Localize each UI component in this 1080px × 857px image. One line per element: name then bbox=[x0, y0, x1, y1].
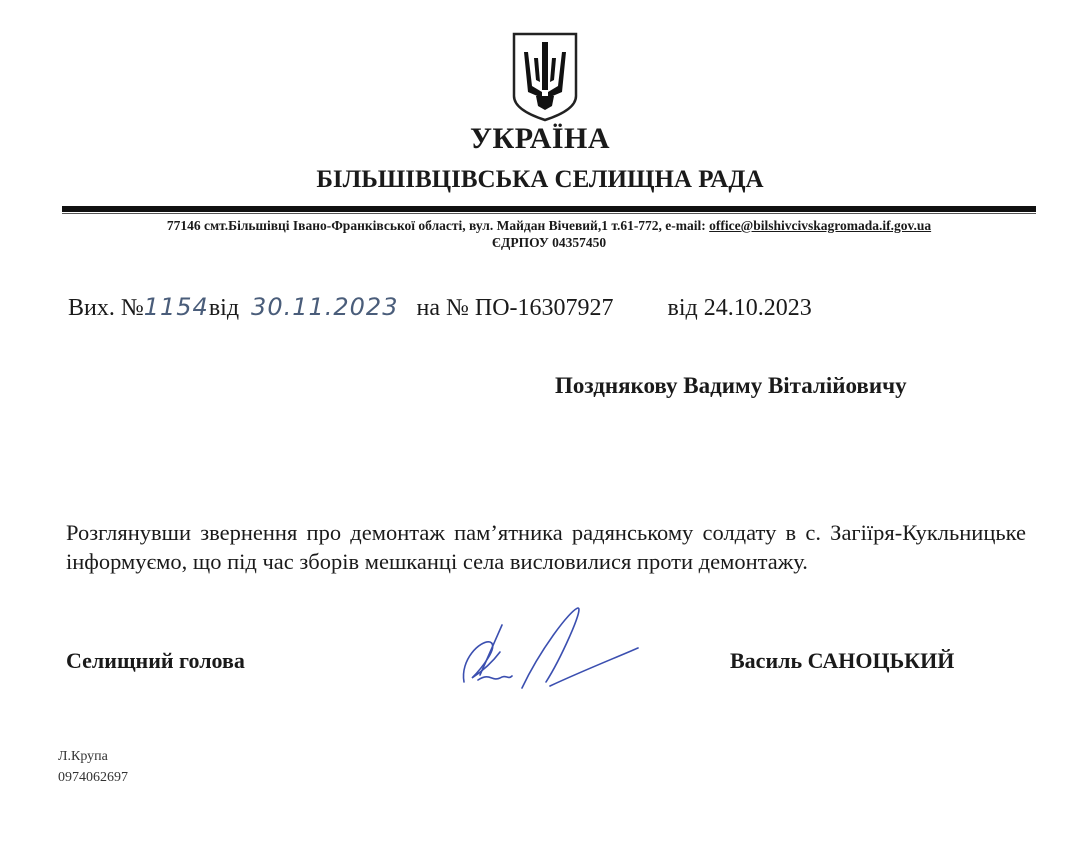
recipient-name: Позднякову Вадиму Віталійовичу bbox=[555, 373, 907, 398]
letter-body: Розглянувши звернення про демонтаж пам’ятника радянському солдату в с. Загіїря-Кукльницьке інформуємо, що під час зборів мешканці села висловилися проти демонтажу. bbox=[66, 520, 1026, 574]
outgoing-reference bbox=[68, 293, 812, 322]
reference-number: на № ПО-16307927 bbox=[416, 295, 614, 321]
address-text: 77146 смт.Більшівці Івано-Франківської області, вул. Майдан Вічевий,1 т.61-772, e-mail: bbox=[166, 218, 710, 233]
executor-phone: 0974062697 bbox=[58, 770, 128, 785]
executor-info bbox=[58, 746, 128, 788]
edrpou-code: ЄДРПОУ 04357450 bbox=[491, 235, 607, 250]
country-title: УКРАЇНА bbox=[469, 122, 611, 155]
council-title: БІЛЬШІВЦІВСЬКА СЕЛИЩНА РАДА bbox=[316, 166, 764, 193]
header-divider-thin bbox=[62, 213, 1036, 214]
from-label: від bbox=[208, 295, 240, 321]
handwritten-signature-icon bbox=[450, 590, 650, 700]
address-block bbox=[62, 217, 1036, 251]
email-link[interactable]: office@bilshivcivskagromada.if.gov.ua bbox=[709, 218, 932, 233]
outgoing-prefix: Вих. № bbox=[68, 295, 144, 321]
outgoing-number: 1154 bbox=[143, 293, 209, 321]
header-divider bbox=[62, 206, 1036, 212]
signatory-name: Василь САНОЦЬКИЙ bbox=[730, 648, 955, 673]
executor-name: Л.Крупа bbox=[58, 749, 108, 764]
reference-date: від 24.10.2023 bbox=[667, 295, 812, 321]
trident-coat-of-arms-icon bbox=[510, 30, 580, 122]
signatory-position: Селищний голова bbox=[66, 648, 245, 673]
outgoing-date: 30.11.2023 bbox=[251, 293, 399, 321]
